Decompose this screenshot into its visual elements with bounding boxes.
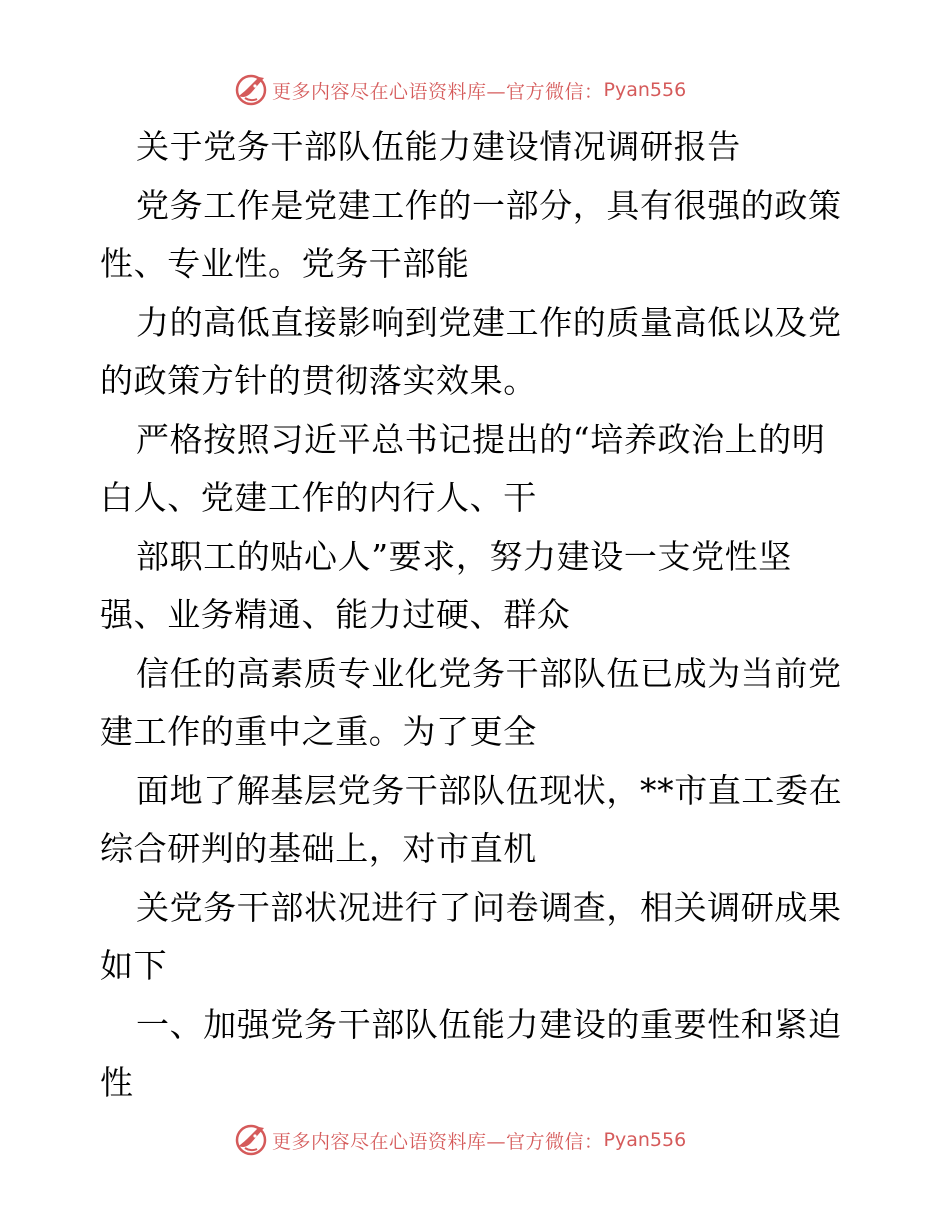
paragraph-line: 信任的高素质专业化党务干部队伍已成为当前党 (136, 653, 842, 693)
paragraph-line: 党务工作是党建工作的一部分，具有很强的政策 (136, 185, 842, 225)
banner-official-label: —官方微信： (486, 80, 604, 103)
paragraph-line: 强、业务精通、能力过硬、群众 (100, 595, 571, 634)
section-heading-continuation: 性 (100, 1063, 134, 1102)
paragraph-line: 综合研判的基础上，对市直机 (100, 829, 537, 868)
banner-wechat-id: Pyan556 (603, 79, 687, 101)
paragraph-line: 关党务干部状况进行了问卷调查，相关调研成果 (136, 887, 842, 927)
paragraph-line: 面地了解基层党务干部队伍现状，**市直工委在 (136, 770, 843, 810)
paragraph-line: 如下 (100, 946, 168, 985)
footer-banner[interactable] (233, 1122, 686, 1158)
banner-title: 更多内容尽在心语资料库 (272, 1130, 487, 1153)
header-banner[interactable] (233, 72, 686, 108)
banner-title: 更多内容尽在心语资料库 (272, 80, 487, 103)
paragraph-line: 严格按照习近平总书记提出的“培养政治上的明 (136, 419, 826, 459)
paragraph-line: 白人、党建工作的内行人、干 (100, 478, 537, 517)
pen-quill-logo-icon (233, 1122, 269, 1158)
paragraph-line: 力的高低直接影响到党建工作的质量高低以及党 (136, 302, 842, 342)
banner-official-label: —官方微信： (486, 1130, 604, 1153)
paragraph-line: 的政策方针的贯彻落实效果。 (100, 361, 537, 400)
document-body (100, 118, 852, 1113)
paragraph-line: 建工作的重中之重。为了更全 (100, 712, 537, 751)
section-heading: 一、加强党务干部队伍能力建设的重要性和紧迫 (136, 1004, 842, 1044)
pen-quill-logo-icon (233, 72, 269, 108)
paragraph-line: 性、专业性。党务干部能 (100, 244, 470, 283)
banner-wechat-id: Pyan556 (603, 1129, 687, 1151)
document-title: 关于党务干部队伍能力建设情况调研报告 (136, 127, 741, 166)
paragraph-line: 部职工的贴心人”要求，努力建设一支党性坚 (136, 536, 792, 576)
